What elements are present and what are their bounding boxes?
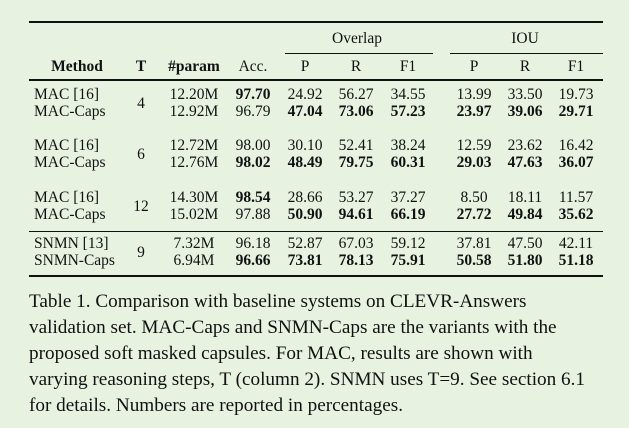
steps-t-cell: 6 — [137, 145, 145, 163]
overlap-f1-cell: 59.12 — [390, 235, 426, 252]
overlap-f1-cell: 34.55 — [390, 86, 426, 103]
method-cell: MAC-Caps — [34, 206, 106, 223]
acc-cell: 96.79 — [235, 103, 271, 120]
method-cell: SNMN [13] — [34, 235, 109, 252]
param-cell: 12.72M — [169, 137, 219, 154]
steps-t-cell: 9 — [137, 243, 145, 261]
iou-p-cell: 37.81 — [456, 235, 492, 252]
overlap-f1-cell: 75.91 — [390, 252, 426, 269]
iou-f1-cell: 19.73 — [558, 86, 594, 103]
acc-cell: 98.54 — [235, 189, 271, 206]
iou-r-cell: 49.84 — [507, 206, 543, 223]
overlap-r-cell: 52.41 — [338, 137, 374, 154]
iou-p-cell: 23.97 — [456, 103, 492, 120]
header-rule — [29, 79, 603, 81]
iou-r-cell: 39.06 — [507, 103, 543, 120]
method-cell: MAC [16] — [34, 86, 100, 103]
col-header-t: T — [135, 58, 147, 75]
overlap-p-cell: 52.87 — [287, 235, 323, 252]
overlap-p-cell: 48.49 — [287, 154, 323, 171]
iou-r-cell: 33.50 — [507, 86, 543, 103]
overlap-f1-cell: 38.24 — [390, 137, 426, 154]
col-header-overlap-r: R — [350, 58, 362, 75]
param-cell: 7.32M — [173, 235, 215, 252]
acc-cell: 96.18 — [235, 235, 271, 252]
overlap-f1-cell: 37.27 — [390, 189, 426, 206]
iou-f1-cell: 16.42 — [558, 137, 594, 154]
param-cell: 14.30M — [169, 189, 219, 206]
acc-cell: 97.88 — [235, 206, 271, 223]
iou-f1-cell: 11.57 — [558, 189, 594, 206]
overlap-f1-cell: 60.31 — [390, 154, 426, 171]
iou-p-cell: 50.58 — [456, 252, 492, 269]
iou-r-cell: 18.11 — [507, 189, 543, 206]
table-top-rule — [29, 21, 603, 23]
iou-f1-cell: 42.11 — [558, 235, 594, 252]
col-header-iou-r: R — [519, 58, 531, 75]
iou-p-cell: 13.99 — [456, 86, 492, 103]
iou-r-cell: 47.63 — [507, 154, 543, 171]
overlap-r-cell: 67.03 — [338, 235, 374, 252]
iou-f1-cell: 35.62 — [558, 206, 594, 223]
overlap-r-cell: 53.27 — [338, 189, 374, 206]
iou-p-cell: 27.72 — [456, 206, 492, 223]
overlap-p-cell: 50.90 — [287, 206, 323, 223]
overlap-r-cell: 94.61 — [338, 206, 374, 223]
overlap-r-cell: 56.27 — [338, 86, 374, 103]
method-cell: MAC [16] — [34, 189, 100, 206]
col-header-overlap-p: P — [300, 58, 310, 75]
param-cell: 12.20M — [169, 86, 219, 103]
steps-t-cell: 12 — [133, 197, 149, 215]
overlap-p-cell: 24.92 — [287, 86, 323, 103]
overlap-p-cell: 73.81 — [287, 252, 323, 269]
param-cell: 12.92M — [169, 103, 219, 120]
param-cell: 6.94M — [173, 252, 215, 269]
method-cell: MAC-Caps — [34, 103, 106, 120]
iou-p-cell: 12.59 — [456, 137, 492, 154]
iou-p-cell: 8.50 — [460, 189, 488, 206]
iou-f1-cell: 29.71 — [558, 103, 594, 120]
iou-group-header: IOU — [511, 30, 539, 47]
col-header-overlap-f1: F1 — [399, 58, 417, 75]
acc-cell: 97.70 — [235, 86, 271, 103]
method-cell: MAC-Caps — [34, 154, 106, 171]
table-bottom-rule — [29, 275, 603, 277]
col-header-iou-p: P — [469, 58, 479, 75]
col-header-acc: Acc. — [238, 58, 268, 75]
overlap-f1-cell: 57.23 — [390, 103, 426, 120]
overlap-f1-cell: 66.19 — [390, 206, 426, 223]
iou-f1-cell: 36.07 — [558, 154, 594, 171]
iou-f1-cell: 51.18 — [558, 252, 594, 269]
col-header-method: Method — [51, 58, 103, 75]
overlap-group-rule — [285, 53, 433, 54]
iou-r-cell: 23.62 — [507, 137, 543, 154]
overlap-r-cell: 73.06 — [338, 103, 374, 120]
steps-t-cell: 4 — [137, 94, 145, 112]
iou-group-rule — [450, 53, 603, 54]
overlap-p-cell: 28.66 — [287, 189, 323, 206]
snmn-section-rule — [29, 231, 603, 232]
overlap-group-header: Overlap — [332, 30, 382, 47]
overlap-r-cell: 79.75 — [338, 154, 374, 171]
acc-cell: 98.02 — [235, 154, 271, 171]
method-cell: MAC [16] — [34, 137, 100, 154]
acc-cell: 98.00 — [235, 137, 271, 154]
col-header-param: #param — [168, 58, 220, 75]
param-cell: 12.76M — [169, 154, 219, 171]
iou-r-cell: 51.80 — [507, 252, 543, 269]
iou-r-cell: 47.50 — [507, 235, 543, 252]
iou-p-cell: 29.03 — [456, 154, 492, 171]
overlap-p-cell: 47.04 — [287, 103, 323, 120]
overlap-p-cell: 30.10 — [287, 137, 323, 154]
table-caption: Table 1. Comparison with baseline systems on CLEVR-Answers validation set. MAC-Caps and SNMN-Caps are the variants with the proposed soft masked capsules. For MAC, results are shown with varying reasoning steps, T (column 2). SNMN uses T=9. See section 6.1 for details. Numbers are reported in percentages. — [29, 291, 586, 416]
param-cell: 15.02M — [169, 206, 219, 223]
acc-cell: 96.66 — [235, 252, 271, 269]
col-header-iou-f1: F1 — [567, 58, 585, 75]
overlap-r-cell: 78.13 — [338, 252, 374, 269]
method-cell: SNMN-Caps — [34, 252, 115, 269]
